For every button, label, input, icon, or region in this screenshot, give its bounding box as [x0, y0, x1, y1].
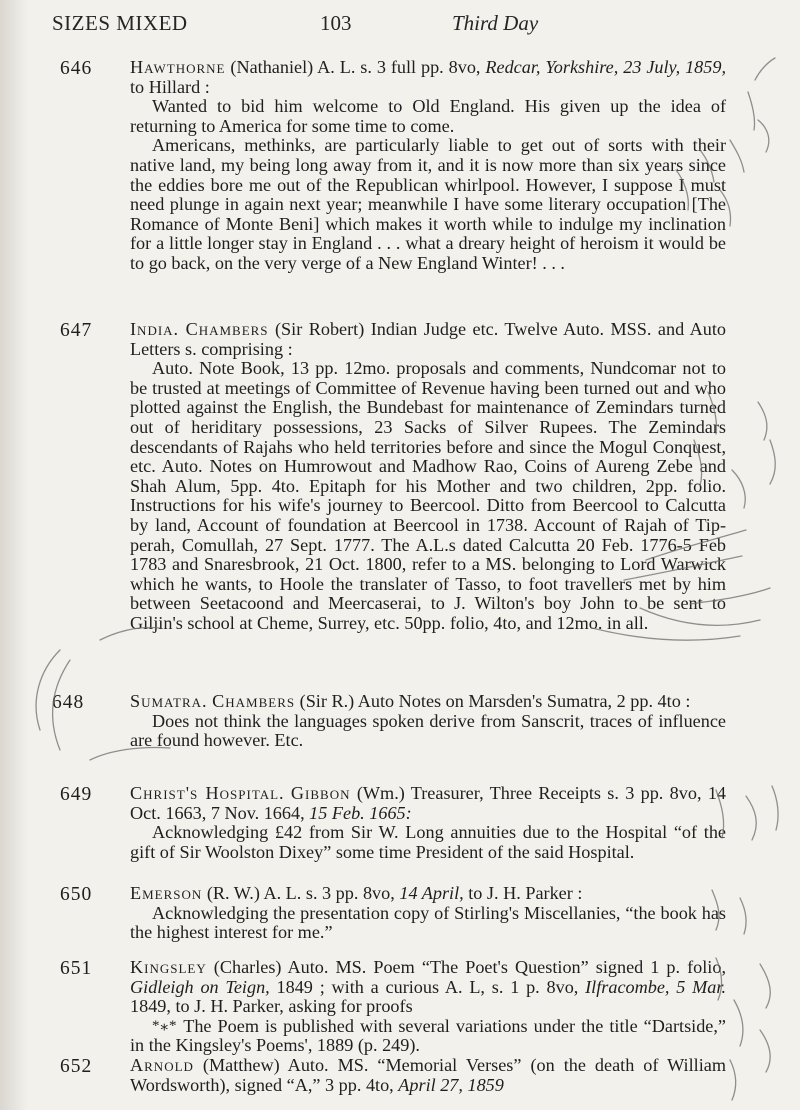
paragraph: Acknowledging £42 from Sir W. Long annuities due to the Hospital “of the gift of Sir Woolston Dixey” some time President of the said Hospital. — [130, 822, 726, 862]
sale-day: Third Day — [452, 11, 539, 35]
lot-number: 652 — [60, 1056, 93, 1077]
pencil-mark — [758, 120, 769, 152]
lot-description: India. Chambers (Sir Robert) Indian Judge etc. Twelve Auto. MSS. and Auto Letters s. comprising : Auto. Note Book, 13 pp. 12mo. proposals and comments, Nundcomar not to be trusted at meetings of Committee of Revenue having been turned out and who plotted against the English, the Bundebast for maintenance of Zemindars turned out of heriditary possessions, 23 Sacks of Silver Rupees. The Zemindars descendants of Rajahs who held territories before and since the Mogul Conquest, etc. Auto. Notes on Humrowout and Madhow Rao, Coins of Aureng Zebe and Shah Alum, 5pp. 4to. Epitaph for his Mother and two children, 2pp. folio. Instructions for his wife's journey to Beercool. Ditto from Beercool to Calcutta by land, Account of foundation at Beercool in 1738. Account of Rajah of Tip-perah, Comullah, 27 Sept. 1777. The A.L.s dated Calcutta 20 Feb. 1776-5 Feb 1783 and Snaresbrook, 21 Oct. 1800, refer to a MS. belonging to Lord Warwick which he wants, to Hoole the translater of Tasso, to foot travellers met by him between Seetacoond and Meercaserai, to J. Wilton's boy John to be sent to Giljin's school at Cheme, Surrey, etc. 50pp. folio, 4to, and 12mo. in all. — [130, 319, 726, 633]
lot-description: Arnold (Matthew) Auto. MS. “Memorial Verses” (on the death of William Wordsworth), signed “A,” 3 pp. 4to, April 27, 1859 — [130, 1055, 726, 1095]
lot-number: 651 — [60, 958, 93, 979]
footnote: *⁎* The Poem is published with several variations under the title “Dartside,” in the Kingsley's Poems', 1889 (p. 249). — [130, 1015, 726, 1056]
page-edge-shadow — [0, 0, 28, 1110]
lot-description: Christ's Hospital. Gibbon (Wm.) Treasurer, Three Receipts s. 3 pp. 8vo, 14 Oct. 1663, 7 Nov. 1664, 15 Feb. 1665: Acknowledging £42 from Sir W. Long annuities due to the Hospital “of the gift of Sir Woolston Dixey” some time President of the said Hospital. — [130, 783, 726, 862]
author-name: Arnold — [130, 1055, 194, 1075]
pencil-mark — [730, 140, 744, 172]
paragraph: Americans, methinks, are particularly liable to get out of sorts with their native land, my being long away from it, and it is now more than six years since the eddies bore me out of the Republican whirlpool. However, I suppose I must need plunge in again next year; meanwhile I have some literary occupation [The Romance of Monte Beni] which makes it worth while to indulge my inclination for a little longer stay in England . . . what a dreary height of heroism it would be to go back, on the very verge of a New England Winter! . . . — [130, 135, 726, 273]
section-title: SIZES MIXED — [52, 11, 188, 35]
lot-number: 649 — [60, 784, 93, 805]
lot-description: Kingsley (Charles) Auto. MS. Poem “The Poet's Question” signed 1 p. folio, Gidleigh on Teign, 1849 ; with a curious A. L, s. 1 p. 8vo, Ilfracombe, 5 Mar. 1849, to J. H. Parker, asking for proofs *⁎* The Poem is published with several variations under the title “Dartside,” in the Kingsley's Poems', 1889 (p. 249). — [130, 957, 727, 1056]
subject-heading: Sumatra. — [130, 691, 208, 711]
lot-number: 646 — [60, 58, 93, 79]
pencil-mark — [748, 92, 755, 130]
paragraph: Wanted to bid him welcome to Old England. His given up the idea of returning to America for some time to come. — [130, 96, 726, 136]
pencil-mark — [772, 786, 778, 830]
pencil-mark — [746, 796, 756, 840]
subject-heading: Christ's Hospital. — [130, 783, 285, 803]
paragraph: Acknowledging the presentation copy of Stirling's Miscellanies, “the book has the highest interest for me.” — [130, 902, 726, 943]
pencil-mark — [730, 1060, 736, 1100]
running-head — [52, 11, 720, 39]
lot-description: Sumatra. Chambers (Sir R.) Auto Notes on Marsden's Sumatra, 2 pp. 4to : Does not think the languages spoken derive from Sanscrit, traces of influence are found however. Etc. — [130, 691, 726, 751]
pencil-mark — [758, 402, 767, 440]
author-name: Gibbon — [290, 783, 351, 803]
pencil-mark — [770, 440, 775, 484]
author-name: Hawthorne — [130, 57, 226, 77]
subject-heading: India. — [130, 319, 180, 339]
pencil-mark — [36, 650, 60, 730]
lot-number: 647 — [60, 320, 93, 341]
author-name: Chambers — [212, 691, 296, 711]
lot-number: 648 — [52, 692, 85, 713]
page-number: 103 — [320, 11, 352, 35]
pencil-mark — [732, 470, 745, 508]
author-name: Kingsley — [130, 957, 207, 977]
asterism: *⁎* — [152, 1017, 178, 1034]
pencil-mark — [734, 1000, 743, 1046]
pencil-mark — [760, 1030, 770, 1072]
paragraph: Auto. Note Book, 13 pp. 12mo. proposals and comments, Nundcomar not to be trusted at meetings of Committee of Revenue having been turned out and who plotted against the English, the Bundebast for maintenance of Zemindars turned out of heriditary possessions, 23 Sacks of Silver Rupees. The Zemindars descendants of Rajahs who held territories before and since the Mogul Conquest, etc. Auto. Notes on Humrowout and Madhow Rao, Coins of Aureng Zebe and Shah Alum, 5pp. 4to. Epitaph for his Mother and two children, 2pp. folio. Instructions for his wife's journey to Beercool. Ditto from Beercool to Calcutta by land, Account of foundation at Beercool in 1738. Account of Rajah of Tip-perah, Comullah, 27 Sept. 1777. The A.L.s dated Calcutta 20 Feb. 1776-5 Feb 1783 and Snaresbrook, 21 Oct. 1800, refer to a MS. belonging to Lord Warwick which he wants, to Hoole the translater of Tasso, to foot travellers met by him between Seetacoond and Meercaserai, to J. Wilton's boy John to be sent to Giljin's school at Cheme, Surrey, etc. 50pp. folio, 4to, and 12mo. in all. — [130, 358, 726, 633]
author-name: Chambers — [185, 319, 269, 339]
paragraph: Does not think the languages spoken derive from Sanscrit, traces of influence are found however. Etc. — [130, 710, 726, 751]
lot-description: Emerson (R. W.) A. L. s. 3 pp. 8vo, 14 April, to J. H. Parker : Acknowledging the presentation copy of Stirling's Miscellanies, “the book has the highest interest for me.” — [130, 883, 726, 943]
lot-description: Hawthorne (Nathaniel) A. L. s. 3 full pp. 8vo, Redcar, Yorkshire, 23 July, 1859, to Hillard : Wanted to bid him welcome to Old England. His given up the idea of returning to America for some time to come. Americans, methinks, are particularly liable to get out of sorts with their native land, my being long away from it, and it is now more than six years since the eddies bore me out of the Republican whirlpool. However, I suppose I must need plunge in again next year; meanwhile I have some literary occupation [The Romance of Monte Beni] which makes it worth while to indulge my inclination for a little longer stay in England . . . what a dreary height of heroism it would be to go back, on the very verge of a New England Winter! . . . — [130, 57, 726, 273]
pencil-mark — [740, 898, 746, 934]
pencil-mark — [760, 964, 770, 1008]
author-name: Emerson — [130, 883, 203, 903]
pencil-mark — [755, 58, 775, 80]
lot-number: 650 — [60, 884, 93, 905]
